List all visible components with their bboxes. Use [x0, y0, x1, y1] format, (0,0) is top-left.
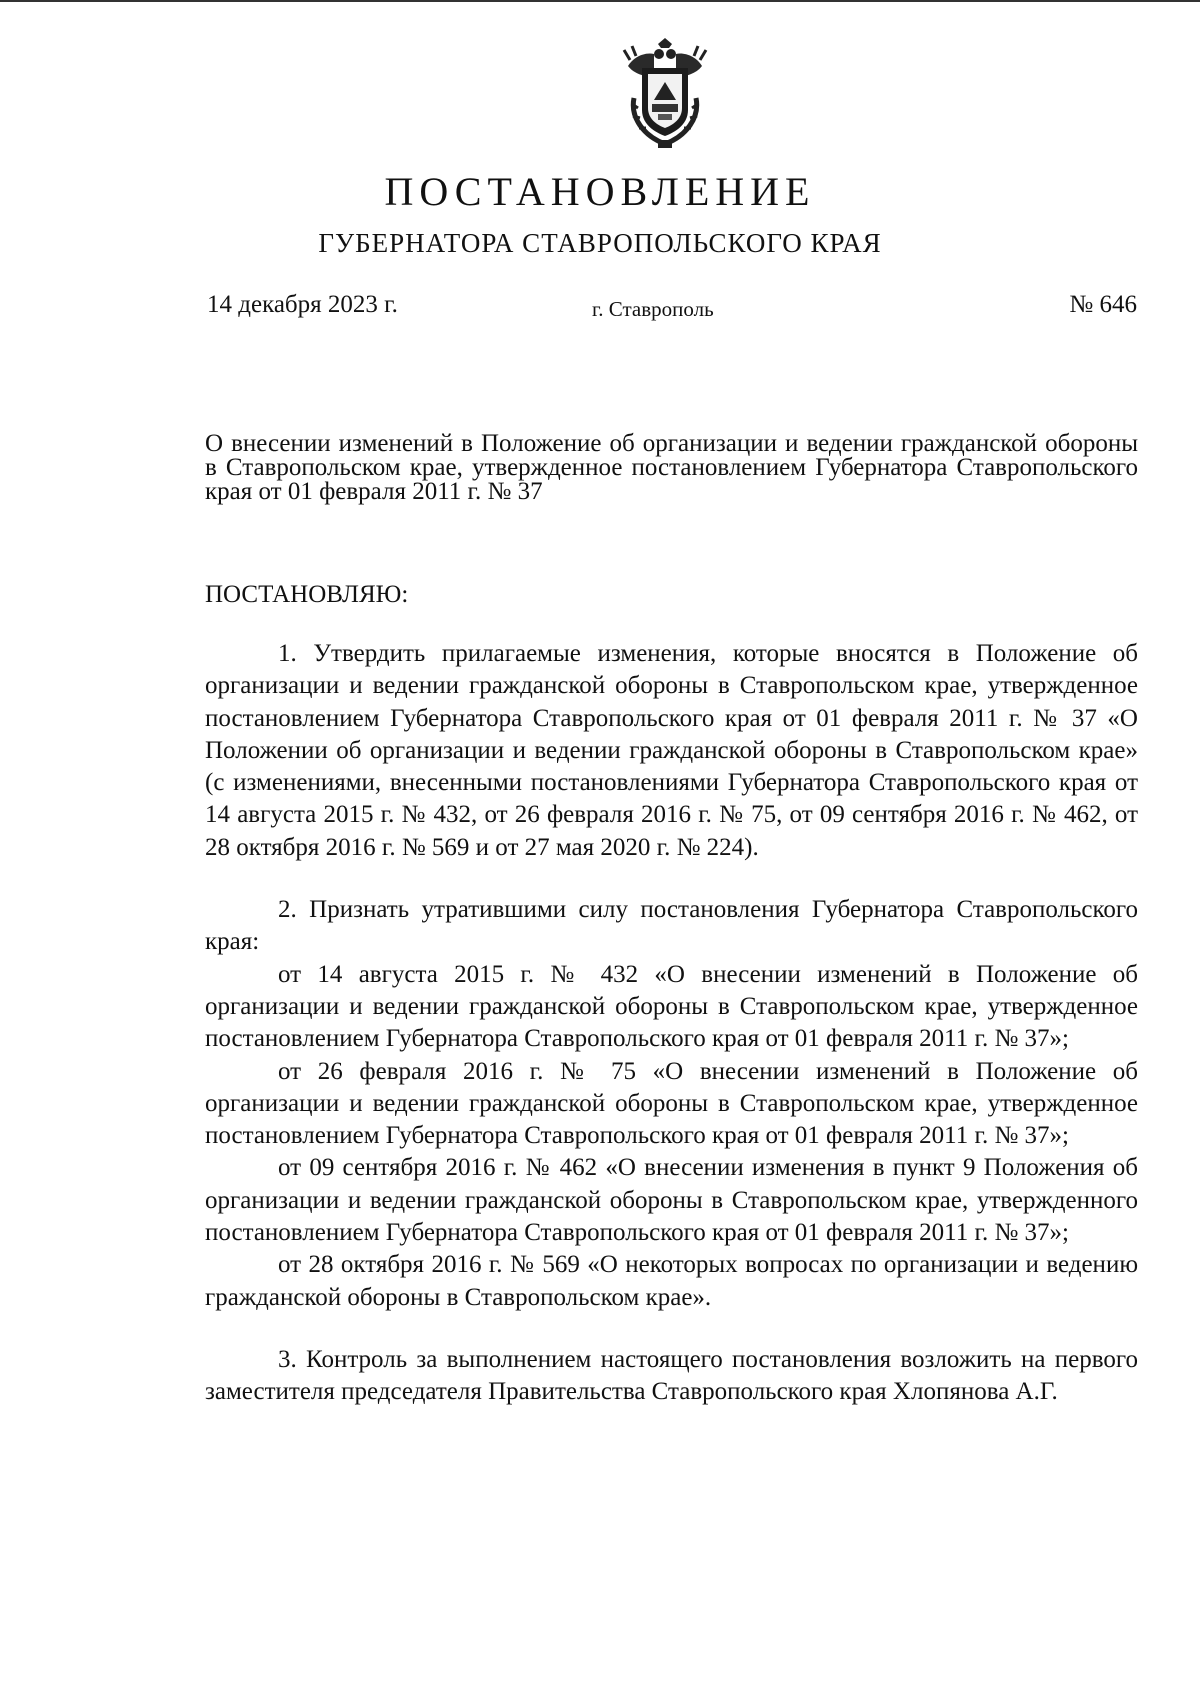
document-body	[205, 638, 1138, 1409]
list-item-repealed-569: от 28 октября 2016 г. № 569 «О некоторых вопросах по организации и ведению гражданской обороны в Ставропольском крае».	[205, 1251, 1138, 1311]
paragraph-1: 1. Утвердить прилагаемые изменения, которые вносятся в Положение об организации и ведении гражданской обороны в Ставропольском крае, утвержденное постановлением Губернатора Ставропольского края от 01 февраля 2011 г. № 37 «О Положении об организации и ведении гражданской обороны в Ставропольском крае» (с изменениями, внесенными постановлениями Губернатора Ставропольского края от 14 августа 2015 г. № 432, от 26 февраля 2016 г. № 75, от 09 сентября 2016 г. № 462, от 28 октября 2016 г. № 569 и от 27 мая 2020 г. № 224).	[205, 640, 1138, 861]
list-item-repealed-432: от 14 августа 2015 г. № 432 «О внесении изменений в Положение об организации и ведении гражданской обороны в Ставропольском крае, утвержденное постановлением Губернатора Ставропольского края от 01 февраля 2011 г. № 37»;	[205, 960, 1138, 1053]
list-item-repealed-75: от 26 февраля 2016 г. № 75 «О внесении изменений в Положение об организации и ведении гражданской обороны в Ставропольском крае, утвержденное постановлением Губернатора Ставропольского края от 01 февраля 2011 г. № 37»;	[205, 1057, 1138, 1150]
document-title: ПОСТАНОВЛЕНИЕ	[384, 169, 816, 214]
decree-word: ПОСТАНОВЛЯЮ:	[205, 581, 409, 608]
list-item-repealed-462: от 09 сентября 2016 г. № 462 «О внесении изменения в пункт 9 Положения об организации и ведении гражданской обороны в Ставропольском крае, утвержденного постановлением Губернатора Ставропольского края от 01 февраля 2011 г. № 37»;	[205, 1154, 1138, 1247]
paragraph-3: 3. Контроль за выполнением настоящего постановления возложить на первого заместителя председателя Правительства Ставропольского края Хлопянова А.Г.	[205, 1345, 1138, 1406]
document-number: № 646	[1069, 291, 1137, 318]
document-city: г. Ставрополь	[592, 297, 714, 321]
document-issuer: ГУБЕРНАТОРА СТАВРОПОЛЬСКОГО КРАЯ	[318, 228, 882, 258]
document-heading: О внесении изменений в Положение об организации и ведении гражданской обороны в Ставропольском крае, утвержденное постановлением Губернатора Ставропольского края от 01 февраля 2011 г. № 37	[205, 430, 1138, 505]
paragraph-2: 2. Признать утратившими силу постановления Губернатора Ставропольского края:	[205, 896, 1138, 956]
document-date: 14 декабря 2023 г.	[207, 291, 398, 318]
scan-edge-line	[0, 0, 1200, 2]
coat-of-arms-emblem	[620, 38, 710, 150]
